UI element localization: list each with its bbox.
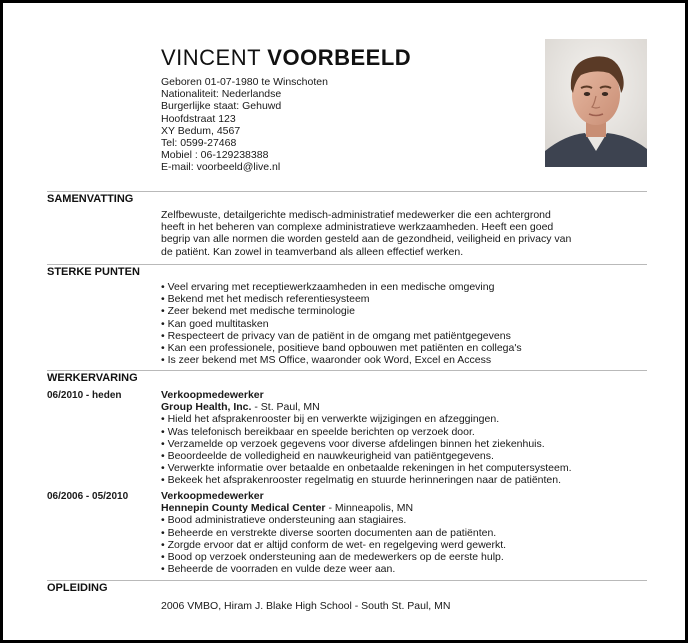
- job-employer-line: [161, 401, 645, 413]
- list-item: • Zeer bekend met medische terminologie: [161, 305, 645, 317]
- job-title: Verkoopmedewerker: [161, 389, 264, 401]
- contact-email: E-mail: voorbeeld@live.nl: [161, 161, 281, 174]
- list-item: • Verzamelde op verzoek gegevens voor diverse afdelingen binnen het ziekenhuis.: [161, 438, 645, 450]
- job-dates: 06/2010 - heden: [47, 390, 122, 401]
- list-item: • Respecteert de privacy van de patiënt in de omgang met patiëntgegevens: [161, 330, 645, 342]
- contact-phone: Tel: 0599-27468: [161, 137, 237, 150]
- employer-name: Hennepin County Medical Center: [161, 502, 326, 515]
- employer-location: - St. Paul, MN: [251, 401, 320, 414]
- contact-details: [161, 76, 328, 174]
- contact-birth: Geboren 01-07-1980 te Winschoten: [161, 76, 328, 88]
- list-item: • Hield het afsprakenrooster bij en verwerkte wijzigingen en afzeggingen.: [161, 413, 645, 425]
- list-item: • Veel ervaring met receptiewerkzaamheden in een medische omgeving: [161, 281, 645, 293]
- contact-street: Hoofdstraat 123: [161, 112, 236, 125]
- list-item: • Bood administratieve ondersteuning aan stagiaires.: [161, 514, 645, 526]
- strengths-list: [161, 281, 645, 366]
- education-entry: 2006 VMBO, Hiram J. Blake High School - South St. Paul, MN: [161, 600, 451, 612]
- summary-line: begrip van alle normen die worden gesteld aan de gezondheid, veiligheid en privacy van: [161, 233, 572, 246]
- list-item: • Was telefonisch bereikbaar en speelde berichten op verzoek door.: [161, 426, 645, 438]
- first-name: VINCENT: [161, 45, 261, 70]
- list-item: • Is zeer bekend met MS Office, waaronder ook Word, Excel en Access: [161, 354, 645, 366]
- list-item: • Zorgde ervoor dat er altijd conform de wet- en regelgeving werd gewerkt.: [161, 539, 645, 551]
- list-item: • Kan een professionele, positieve band opbouwen met patiënten en collega's: [161, 342, 645, 354]
- job-entry: [161, 490, 645, 575]
- list-item: • Beheerde de voorraden en vulde deze weer aan.: [161, 563, 645, 575]
- section-divider: [47, 370, 647, 371]
- section-divider: [47, 580, 647, 581]
- list-item: • Bekend met het medisch referentiesysteem: [161, 293, 645, 305]
- summary-text: [161, 209, 645, 258]
- candidate-name: [161, 45, 411, 71]
- experience-heading: WERKERVARING: [47, 372, 138, 384]
- summary-line: heeft in het beheren van complexe administratieve werkzaamheden. Heeft een goed: [161, 221, 554, 234]
- employer-name: Group Health, Inc.: [161, 401, 252, 414]
- list-item: • Beheerde en verstrekte diverse soorten documenten aan de patiënten.: [161, 527, 645, 539]
- section-divider: [47, 191, 647, 192]
- employer-location: - Minneapolis, MN: [325, 502, 414, 515]
- section-divider: [47, 264, 647, 265]
- job-dates: 06/2006 - 05/2010: [47, 491, 129, 502]
- profile-photo: [545, 39, 647, 167]
- list-item: • Kan goed multitasken: [161, 318, 645, 330]
- list-item: • Bekeek het afsprakenrooster regelmatig en stuurde herinneringen naar de patiënten.: [161, 474, 645, 486]
- contact-city: XY Bedum, 4567: [161, 124, 241, 137]
- contact-marital-status: Burgerlijke staat: Gehuwd: [161, 100, 282, 113]
- last-name: VOORBEELD: [267, 45, 412, 70]
- duties-list: [161, 413, 645, 486]
- list-item: • Verwerkte informatie over betaalde en onbetaalde rekeningen in het computersysteem.: [161, 462, 645, 474]
- contact-nationality: Nationaliteit: Nederlandse: [161, 88, 282, 101]
- contact-mobile: Mobiel : 06-129238388: [161, 149, 269, 162]
- duties-list: [161, 514, 645, 575]
- list-item: • Bood op verzoek ondersteuning aan de medewerkers op de eerste hulp.: [161, 551, 645, 563]
- list-item: • Beoordeelde de volledigheid en nauwkeurigheid van patiëntgegevens.: [161, 450, 645, 462]
- summary-line: de patiënt. Kan zowel in teamverband als alleen effectief werken.: [161, 245, 464, 258]
- education-heading: OPLEIDING: [47, 582, 108, 594]
- job-title: Verkoopmedewerker: [161, 490, 264, 502]
- summary-heading: SAMENVATTING: [47, 193, 134, 205]
- summary-line: Zelfbewuste, detailgerichte medisch-administratief medewerker die een achtergrond: [161, 209, 551, 221]
- job-entry: [161, 389, 645, 487]
- strengths-heading: STERKE PUNTEN: [47, 266, 140, 278]
- job-employer-line: [161, 502, 645, 514]
